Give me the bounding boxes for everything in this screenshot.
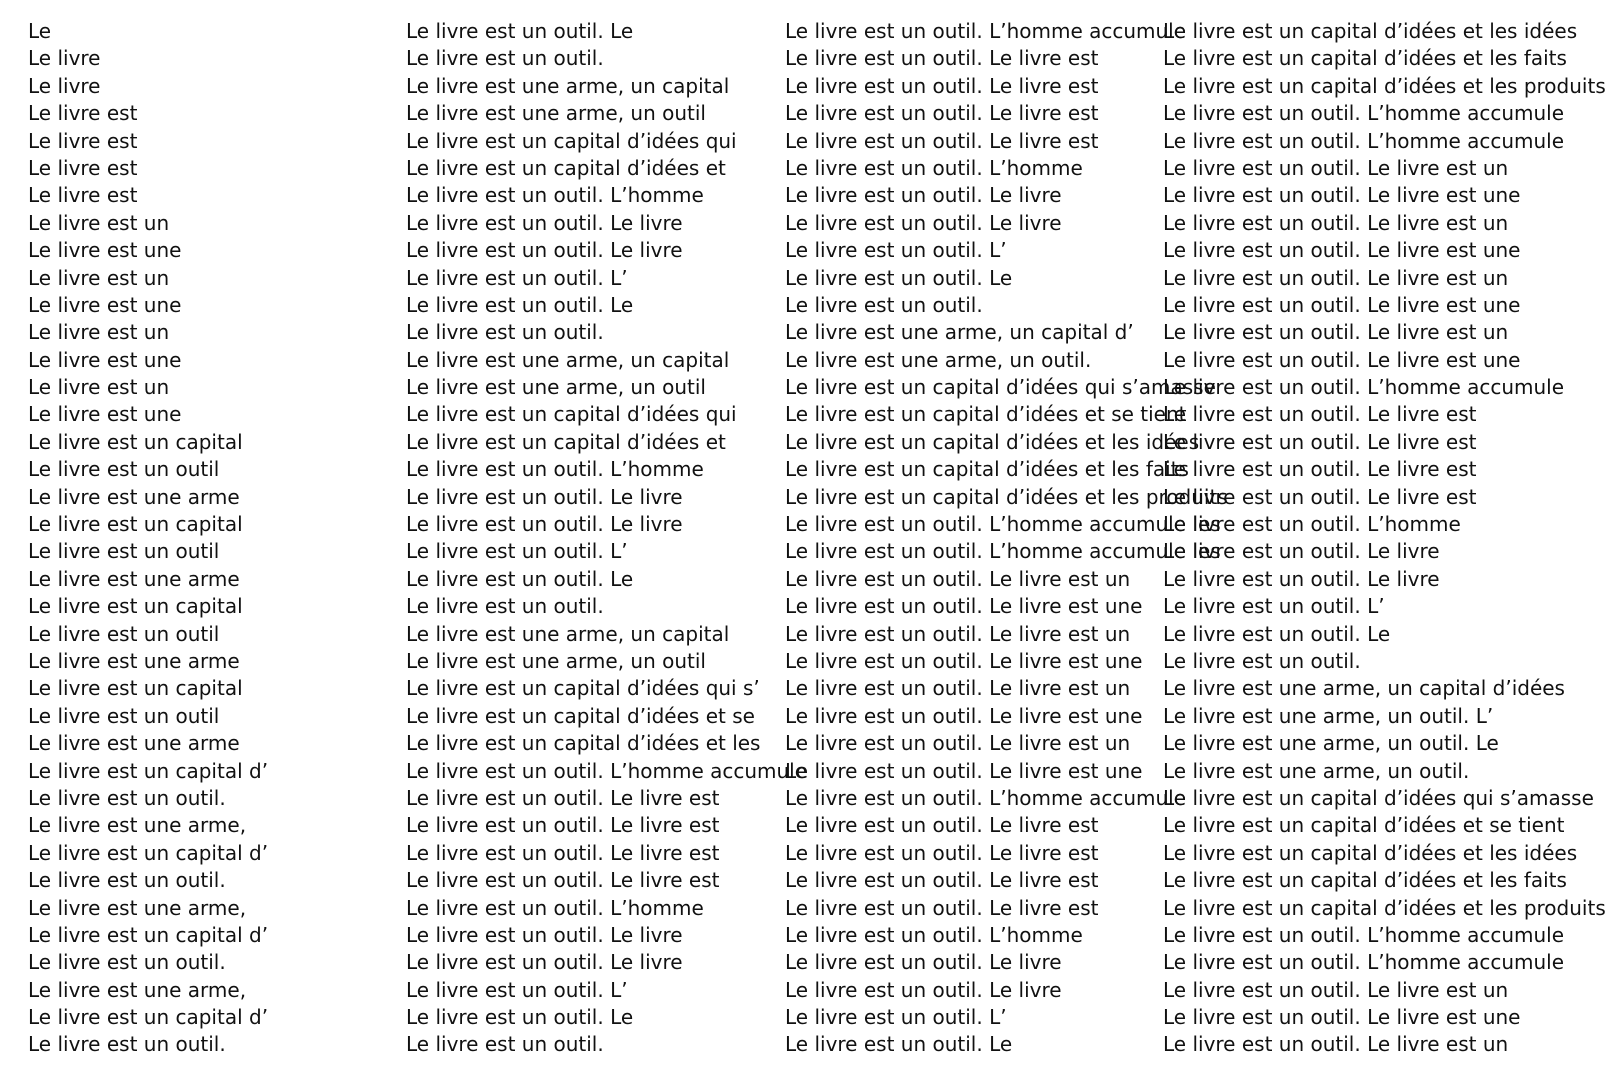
text-line: Le livre est un capital d’idées qui s’	[406, 675, 784, 702]
text-line: Le livre est un capital d’idées et les produits	[1163, 73, 1606, 98]
text-line: Le livre est un outil. L’	[406, 977, 784, 1004]
text-line: Le livre est un outil. Le livre est un	[1163, 1032, 1509, 1057]
text-line: Le livre est un capital d’idées et les faits	[1163, 868, 1567, 893]
text-line: Le livre est une arme, un capital d’	[785, 320, 1134, 345]
text-line: Le livre est un outil. L’	[406, 538, 784, 565]
text-line: Le livre est une arme,	[28, 812, 406, 839]
text-line: Le livre	[28, 73, 406, 100]
text-line: Le livre est un outil. L’	[785, 1005, 1007, 1030]
text-line: Le livre est une arme	[28, 730, 406, 757]
text-line: Le livre est une arme, un outil	[406, 648, 784, 675]
text-line: Le livre est un outil. L’	[1163, 594, 1385, 619]
text-line: Le livre est un outil. Le livre	[406, 922, 784, 949]
text-line: Le livre est un outil. L’homme accumule	[406, 758, 784, 785]
text-line: Le livre est un capital d’idées et les	[406, 730, 784, 757]
text-line: Le livre est un outil. Le livre est une	[1163, 1005, 1521, 1030]
text-line: Le livre est un outil. Le livre	[1163, 539, 1440, 564]
text-line: Le livre est un outil. Le livre est	[785, 46, 1099, 71]
text-line: Le livre est une arme, un outil.	[1163, 758, 1470, 783]
text-line: Le livre est un outil. L’homme	[785, 155, 1083, 180]
text-line: Le livre est un capital d’idées et les faits	[785, 457, 1189, 482]
text-line: Le livre est un outil. Le	[1163, 621, 1391, 646]
text-line: Le livre est un outil. Le livre est	[406, 785, 784, 812]
text-line: Le livre est un outil.	[406, 593, 784, 620]
text-line: Le livre est une arme, un outil. L’	[1163, 703, 1494, 728]
text-line: Le livre est un outil. Le livre est un	[1163, 320, 1509, 345]
text-line: Le livre est un capital d’idées et les idées	[785, 429, 1200, 454]
text-line: Le livre est un outil.	[28, 949, 406, 976]
text-line: Le livre est un capital d’idées et se tient	[1163, 813, 1565, 838]
text-line: Le livre est un outil. Le livre est un	[785, 676, 1131, 701]
text-line: Le livre est un outil. Le livre est une	[785, 594, 1143, 619]
text-line: Le livre est un outil. L’homme	[1163, 512, 1461, 537]
text-line: Le livre est un capital	[28, 511, 406, 538]
text-line: Le livre est un outil.	[28, 785, 406, 812]
text-line: Le livre est un outil. Le livre	[406, 511, 784, 538]
text-line: Le livre est un outil.	[406, 319, 784, 346]
text-line: Le livre est une arme, un outil. Le	[1163, 731, 1499, 756]
text-line: Le livre est un outil. Le livre est une	[785, 703, 1143, 728]
text-line: Le livre est un outil. Le livre	[785, 210, 1062, 235]
text-line: Le livre est une arme	[28, 648, 406, 675]
text-line: Le livre est un outil. Le livre est	[1163, 484, 1477, 509]
text-line: Le livre est un outil. L’homme	[406, 895, 784, 922]
text-line: Le livre est un outil. Le livre	[406, 210, 784, 237]
text-line: Le livre est un outil. L’homme accumule	[785, 785, 1187, 810]
text-line: Le livre est un	[28, 265, 406, 292]
text-line: Le livre est un capital d’idées et les idées	[1163, 840, 1578, 865]
text-line: Le livre est un outil. Le	[406, 292, 784, 319]
text-line: Le livre est un capital d’idées qui	[406, 128, 784, 155]
text-line: Le livre est un outil. Le livre est	[785, 840, 1099, 865]
text-line: Le livre est un outil. L’homme accumule	[1163, 375, 1565, 400]
text-line: Le livre est un outil. Le livre est une	[785, 648, 1143, 673]
text-line: Le livre est un outil. L’homme accumule les	[785, 512, 1221, 537]
text-line: Le livre est un outil. Le	[406, 566, 784, 593]
text-line: Le livre est une	[28, 292, 406, 319]
text-line: Le livre est	[28, 182, 406, 209]
text-line: Le livre est un outil. Le livre est	[785, 813, 1099, 838]
text-line: Le livre est un outil. Le livre est un	[785, 621, 1131, 646]
text-line: Le livre	[28, 45, 406, 72]
text-line: Le livre est	[28, 155, 406, 182]
text-line: Le livre est un capital	[28, 429, 406, 456]
text-line: Le livre est un capital d’idées et se	[406, 703, 784, 730]
text-line: Le livre est une arme	[28, 484, 406, 511]
text-line: Le livre est un outil	[28, 621, 406, 648]
text-line: Le livre est un outil.	[1163, 648, 1361, 673]
text-line: Le livre est un outil. L’homme accumule	[1163, 128, 1565, 153]
text-line: Le livre est un outil. Le livre	[785, 183, 1062, 208]
text-line: Le livre est une arme, un outil	[406, 100, 784, 127]
text-line: Le livre est un outil. Le livre	[785, 977, 1062, 1002]
text-line: Le livre est un outil. Le livre est une	[1163, 347, 1521, 372]
text-line: Le livre est un outil. L’	[406, 265, 784, 292]
text-line: Le livre est une arme	[28, 566, 406, 593]
text-column-4	[1163, 18, 1606, 1059]
text-line: Le livre est un outil. Le livre	[406, 237, 784, 264]
text-line: Le livre est un capital d’idées et les faits	[1163, 46, 1567, 71]
text-line: Le livre est une arme,	[28, 977, 406, 1004]
text-line: Le livre est un outil. Le	[406, 1004, 784, 1031]
text-line: Le livre est un outil.	[406, 45, 784, 72]
text-line: Le livre est un	[28, 374, 406, 401]
text-line: Le livre est un capital d’idées et les produits	[785, 484, 1228, 509]
text-line: Le livre est un capital d’idées qui	[406, 401, 784, 428]
text-line: Le livre est un outil. L’homme accumule les	[785, 539, 1221, 564]
text-line: Le livre est un outil. L’	[785, 238, 1007, 263]
text-line: Le livre est un outil. L’homme accumule	[1163, 950, 1565, 975]
text-line: Le livre est un outil. Le livre est	[785, 868, 1099, 893]
text-line: Le livre est un outil. Le livre est	[785, 101, 1099, 126]
text-line: Le livre est un outil. Le livre est un	[1163, 210, 1509, 235]
text-line: Le livre est une	[28, 347, 406, 374]
text-line: Le livre est un capital	[28, 675, 406, 702]
text-line: Le livre est une arme,	[28, 895, 406, 922]
text-line: Le livre est une arme, un outil	[406, 374, 784, 401]
text-line: Le livre est un outil. Le livre	[406, 484, 784, 511]
text-line: Le livre est un outil. Le livre est un	[1163, 155, 1509, 180]
text-line: Le livre est un capital d’idées et les idées	[1163, 19, 1578, 43]
text-line: Le livre est un	[28, 319, 406, 346]
text-line: Le livre est un outil. Le livre	[785, 950, 1062, 975]
text-line: Le livre est un outil. Le livre est	[1163, 429, 1477, 454]
text-line: Le livre est un capital d’	[28, 840, 406, 867]
text-line: Le livre est une arme, un capital	[406, 347, 784, 374]
text-column-3	[785, 18, 1228, 1059]
text-line: Le livre est un outil. Le livre	[1163, 566, 1440, 591]
text-line: Le livre est un outil. Le livre est	[406, 840, 784, 867]
text-line: Le livre est un outil. Le livre est	[785, 895, 1099, 920]
text-line: Le livre est un outil. Le	[785, 265, 1013, 290]
text-line: Le livre est un capital d’	[28, 1004, 406, 1031]
text-line: Le livre est un capital d’idées et les produits	[1163, 895, 1606, 920]
text-line: Le livre est un capital d’idées qui s’amasse	[785, 375, 1216, 400]
text-line: Le livre est un outil. L’homme accumule	[1163, 101, 1565, 126]
text-line: Le livre est un outil. L’homme accumule	[1163, 922, 1565, 947]
text-line: Le livre est un outil. Le livre est un	[785, 731, 1131, 756]
text-line: Le livre est un capital d’	[28, 922, 406, 949]
text-line: Le livre est un capital d’	[28, 758, 406, 785]
text-line: Le livre est un outil. Le	[406, 18, 784, 45]
text-column-2	[406, 18, 808, 1059]
text-line: Le livre est une	[28, 237, 406, 264]
text-line: Le livre est un outil. Le livre est un	[1163, 977, 1509, 1002]
text-line: Le livre est un outil. Le livre est une	[1163, 238, 1521, 263]
text-line: Le livre est une arme, un capital	[406, 73, 784, 100]
text-line: Le livre est un outil.	[785, 292, 983, 317]
text-column-1	[28, 18, 406, 1059]
text-line: Le livre est une arme, un capital	[406, 621, 784, 648]
text-line: Le livre est un capital d’idées et	[406, 429, 784, 456]
text-line: Le livre est un capital d’idées et	[406, 155, 784, 182]
text-line: Le livre est un outil. L’homme	[406, 456, 784, 483]
text-line: Le livre est un outil. Le livre est un	[1163, 265, 1509, 290]
text-line: Le livre est un outil. Le livre est	[406, 812, 784, 839]
text-line: Le livre est un outil. Le livre est	[785, 73, 1099, 98]
text-line: Le livre est un outil. Le livre est une	[1163, 183, 1521, 208]
text-line: Le livre est un outil	[28, 538, 406, 565]
text-line: Le livre est un	[28, 210, 406, 237]
text-line: Le	[28, 18, 406, 45]
text-line: Le livre est un capital d’idées et se tient	[785, 402, 1187, 427]
text-line: Le livre est un outil. Le livre est une	[785, 758, 1143, 783]
text-line: Le livre est une arme, un capital d’idées	[1163, 676, 1565, 701]
text-line: Le livre est un outil. Le livre est une	[1163, 292, 1521, 317]
text-line: Le livre est une arme, un outil.	[785, 347, 1092, 372]
text-line: Le livre est un outil	[28, 456, 406, 483]
text-line: Le livre est un outil. Le livre est	[785, 128, 1099, 153]
text-line: Le livre est un outil. Le	[785, 1032, 1013, 1057]
text-line: Le livre est	[28, 100, 406, 127]
text-line: Le livre est un outil. Le livre	[406, 949, 784, 976]
text-line: Le livre est un outil. L’homme	[785, 922, 1083, 947]
text-line: Le livre est un capital d’idées qui s’amasse	[1163, 785, 1594, 810]
text-line: Le livre est un outil. Le livre est	[1163, 457, 1477, 482]
text-line: Le livre est un outil. Le livre est	[1163, 402, 1477, 427]
text-line: Le livre est un outil.	[28, 867, 406, 894]
text-line: Le livre est un outil. Le livre est	[406, 867, 784, 894]
text-line: Le livre est un outil	[28, 703, 406, 730]
text-line: Le livre est un outil. L’homme accumule	[785, 19, 1187, 43]
text-line: Le livre est un outil. Le livre est un	[785, 566, 1131, 591]
text-line: Le livre est	[28, 128, 406, 155]
text-line: Le livre est un capital	[28, 593, 406, 620]
text-line: Le livre est un outil.	[28, 1031, 406, 1058]
text-line: Le livre est un outil. L’homme	[406, 182, 784, 209]
text-line: Le livre est une	[28, 401, 406, 428]
text-line: Le livre est un outil.	[406, 1031, 784, 1058]
